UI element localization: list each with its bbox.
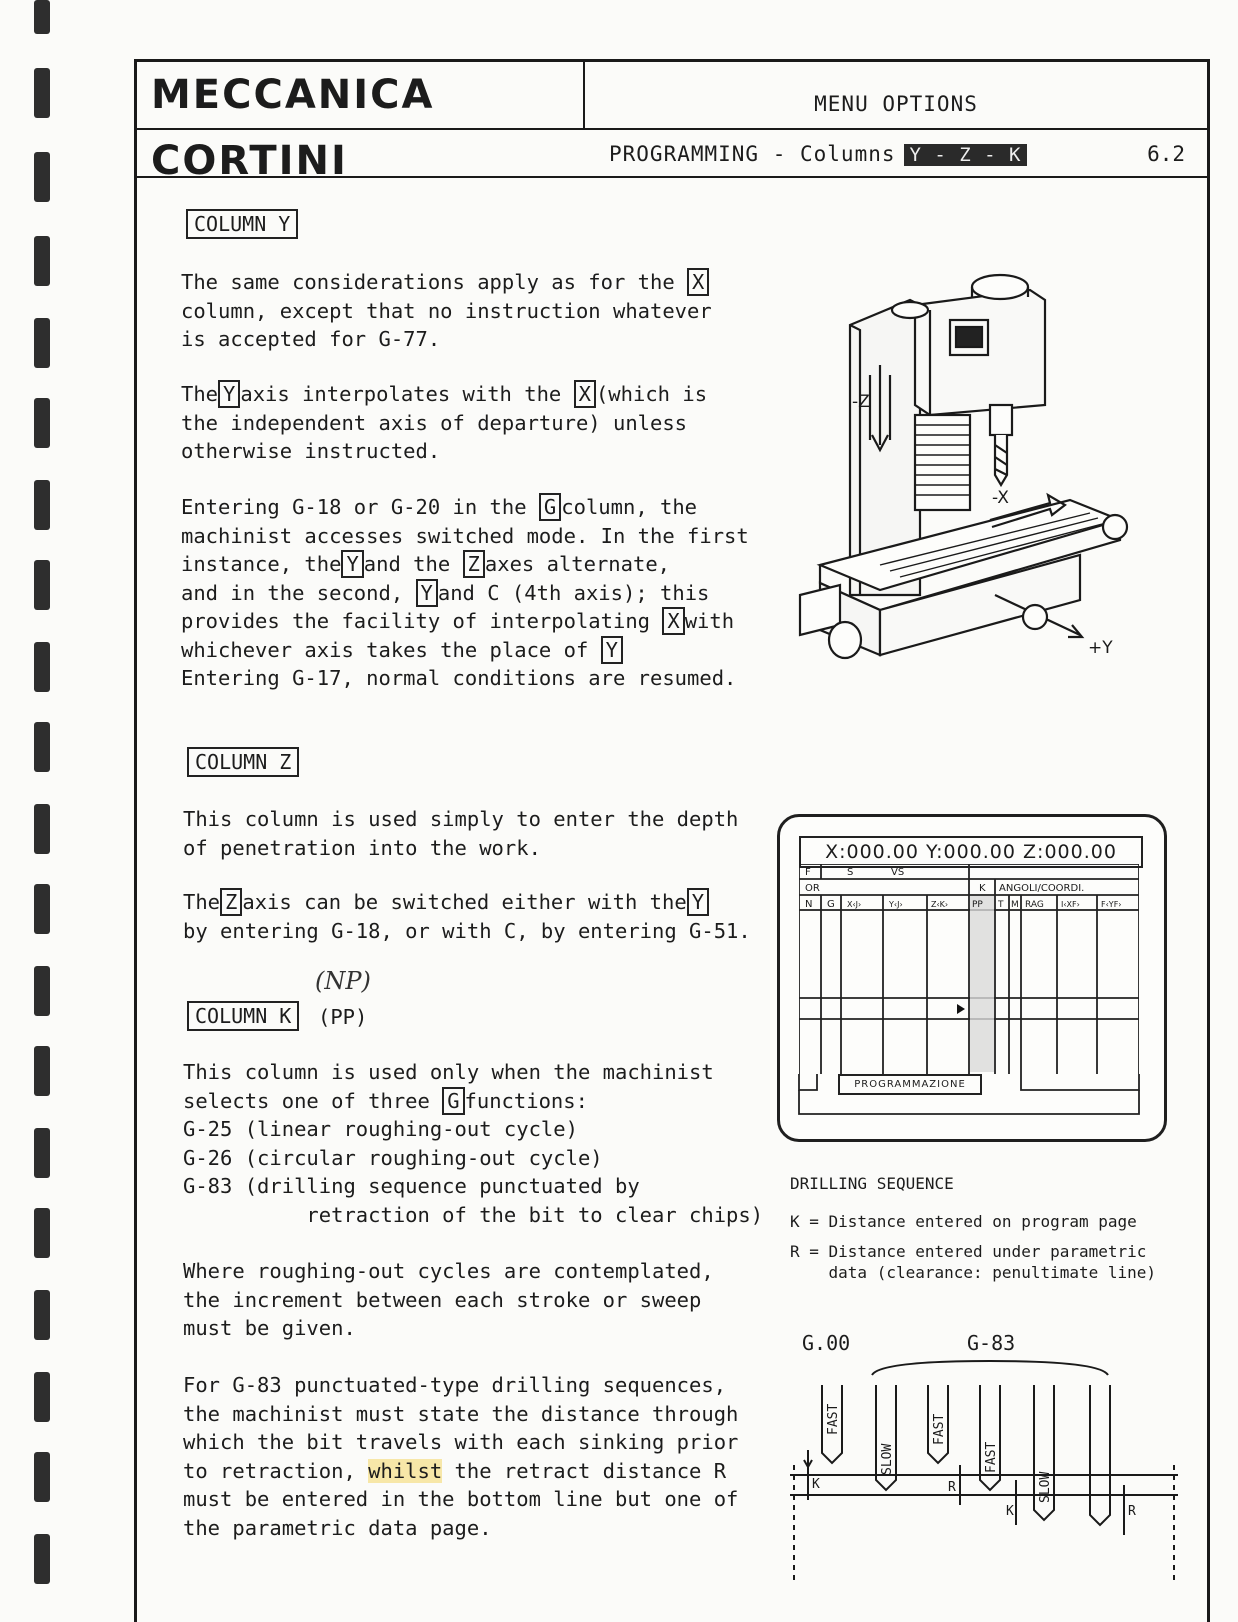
r-definition-line2: data (clearance: penultimate line) xyxy=(790,1263,1157,1282)
grid-col-zk: Z‹K› xyxy=(931,900,949,909)
x-axis-label: -X xyxy=(992,488,1009,508)
binding-hole xyxy=(34,318,50,368)
bit-label-slow: SLOW xyxy=(1038,1471,1053,1503)
header-sub xyxy=(137,128,1207,178)
binding-hole xyxy=(34,884,50,934)
binding-hole xyxy=(34,68,50,118)
section-title: MENU OPTIONS xyxy=(814,92,978,116)
programmazione-label: PROGRAMMAZIONE xyxy=(838,1074,982,1095)
grid-col-m: M xyxy=(1011,900,1019,910)
grid-col-rag: RAG xyxy=(1025,900,1044,910)
column-z-paragraph-2: The Z axis can be switched either with the Y by entering G-18, or with C, by entering G-51. xyxy=(183,890,751,943)
handwritten-note: (NP) xyxy=(315,967,371,995)
binding-hole xyxy=(34,236,50,286)
binding-hole xyxy=(34,1534,50,1584)
binding-hole xyxy=(34,0,50,34)
milling-machine-illustration xyxy=(780,265,1140,675)
binding-hole xyxy=(34,152,50,202)
column-k-suffix: (PP) xyxy=(318,1005,368,1029)
grid-label-s: S xyxy=(847,867,854,878)
binding-hole xyxy=(34,1128,50,1178)
column-y-paragraph-3: Entering G-18 or G-20 in the G column, the machinist accesses switched mode. In the first instance, the Y and the Z axes alternate, and in the second, Y and C (4th axis); this provides the facility of interpolating X with whichever axis takes the place of Y Entering G-17, normal conditions are resumed. xyxy=(181,495,749,690)
k-marker: K xyxy=(812,1477,820,1492)
grid-label-vs: VS xyxy=(891,867,905,878)
binding-hole xyxy=(34,398,50,448)
g83-label: G-83 xyxy=(967,1331,1016,1355)
binding-hole xyxy=(34,804,50,854)
bit-label-fast: FAST xyxy=(984,1441,999,1473)
binding-hole xyxy=(34,560,50,610)
r-definition-line1: R = Distance entered under parametric xyxy=(790,1242,1147,1261)
grid-col-xj: X‹J› xyxy=(847,900,862,909)
binding-hole xyxy=(34,1208,50,1258)
grid-col-ixf: I‹XF› xyxy=(1061,900,1080,909)
g00-label: G.00 xyxy=(802,1331,851,1355)
binding-hole xyxy=(34,722,50,772)
r-marker: R xyxy=(1128,1504,1136,1519)
binding-hole xyxy=(34,1372,50,1422)
grid-col-pp: PP xyxy=(972,900,983,910)
binding-holes xyxy=(28,0,58,1613)
grid-label-f: F xyxy=(805,867,811,878)
page-number: 6.2 xyxy=(1147,142,1185,166)
binding-hole xyxy=(34,1290,50,1340)
column-y-heading: COLUMN Y xyxy=(186,209,298,239)
bit-label-fast: FAST xyxy=(826,1403,841,1435)
grid-col-t: T xyxy=(998,900,1004,910)
column-z-heading: COLUMN Z xyxy=(187,747,299,777)
grid-col-g: G xyxy=(827,899,835,910)
drilling-sequence-title: DRILLING SEQUENCE xyxy=(790,1174,954,1193)
coordinates-readout: X:000.00 Y:000.00 Z:000.00 xyxy=(799,836,1143,868)
bit-label-slow: SLOW xyxy=(880,1443,895,1475)
programming-grid xyxy=(799,864,1139,1094)
column-k-paragraph-2: Where roughing-out cycles are contemplated, the increment between each stroke or sweep must be given. xyxy=(183,1259,714,1340)
grid-col-yj: Y‹J› xyxy=(889,900,903,909)
r-marker: R xyxy=(948,1480,956,1495)
column-k-heading: COLUMN K xyxy=(187,1001,299,1031)
drilling-sequence-diagram xyxy=(780,1355,1180,1585)
k-marker: K xyxy=(1006,1504,1014,1519)
bit-label-fast: FAST xyxy=(932,1413,947,1445)
subsection-title: PROGRAMMING - Columns Y - Z - K xyxy=(609,142,1027,166)
grid-col-fyf: F‹YF› xyxy=(1101,900,1122,909)
highlighted-word: whilst xyxy=(368,1458,443,1483)
grid-col-n: N xyxy=(805,899,813,910)
k-definition: K = Distance entered on program page xyxy=(790,1212,1137,1231)
grid-label-angoli: ANGOLI/COORDI. xyxy=(999,883,1085,894)
binding-hole xyxy=(34,966,50,1016)
z-axis-label: -Z xyxy=(852,392,870,412)
binding-hole xyxy=(34,1046,50,1096)
column-k-paragraph-3: For G-83 punctuated-type drilling sequences, the machinist must state the distance through which the bit travels with each sinking prior to retraction, whilst the retract distance R must be entered in the bottom line but one of the parametric data page. xyxy=(183,1373,739,1540)
binding-hole xyxy=(34,1452,50,1502)
grid-label-k: K xyxy=(979,883,986,894)
column-y-paragraph-1: The same considerations apply as for the X column, except that no instruction whatever is accepted for G-77. xyxy=(181,270,712,351)
grid-label-or: OR xyxy=(805,883,820,894)
column-k-paragraph-1: This column is used only when the machinist selects one of three G functions: G-25 (linear roughing-out cycle) G-26 (circular roughing-out cycle) G-83 (drilling sequence punctuated by retraction of the bit to clear chips) xyxy=(183,1060,764,1227)
column-z-paragraph-1: This column is used simply to enter the depth of penetration into the work. xyxy=(183,807,739,860)
column-y-paragraph-2: The Y axis interpolates with the X (which is the independent axis of departure) unless otherwise instructed. xyxy=(181,382,708,463)
y-axis-label: +Y xyxy=(1088,638,1113,658)
columns-badge: Y - Z - K xyxy=(904,144,1028,166)
binding-hole xyxy=(34,480,50,530)
binding-hole xyxy=(34,642,50,692)
company-logo: MECCANICA CORTINI xyxy=(137,62,585,128)
